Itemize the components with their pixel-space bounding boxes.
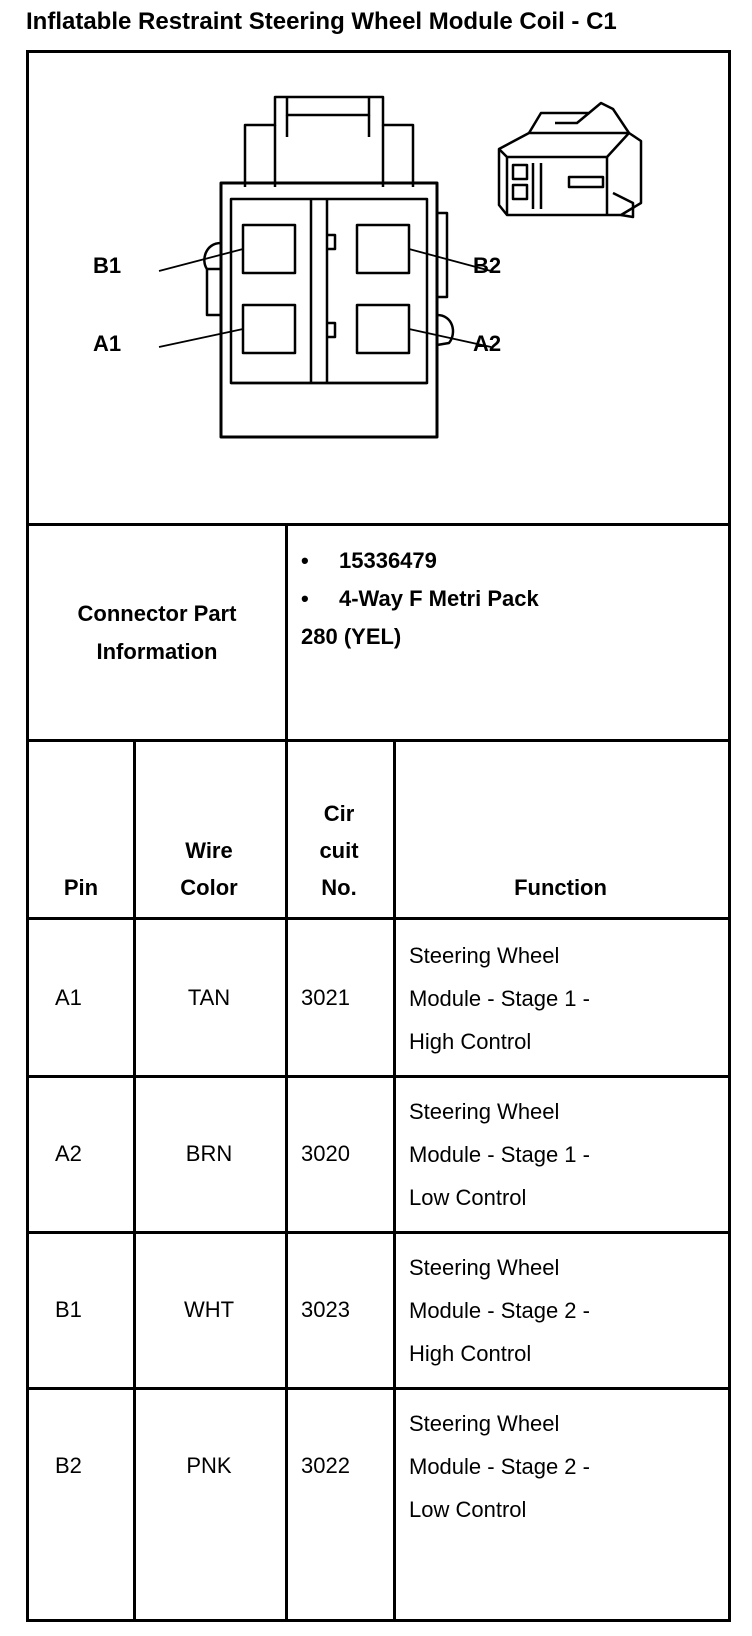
function-line: Module - Stage 2 -: [409, 1298, 590, 1323]
wire-color-cell: TAN: [187, 985, 231, 1010]
function-line: Steering Wheel: [409, 1255, 560, 1280]
header-function: Function: [514, 875, 607, 900]
function-line: High Control: [409, 1029, 532, 1054]
header-circuit-no: [285, 795, 393, 906]
wire-color-cell: PNK: [186, 1453, 232, 1478]
bullet: •: [301, 586, 309, 611]
part-info-label-line: Information: [96, 638, 218, 664]
connector-type: 4-Way F Metri Pack: [339, 586, 539, 611]
function-line: Low Control: [409, 1185, 527, 1210]
header-wire-color: [133, 832, 285, 906]
pin-label-a1: A1: [93, 331, 122, 356]
function-line: Steering Wheel: [409, 1411, 560, 1436]
wire-color-cell: WHT: [183, 1297, 235, 1322]
header-line: Cir: [323, 801, 355, 826]
connector-face-drawing: [29, 53, 728, 531]
function-line: Steering Wheel: [409, 1099, 560, 1124]
pin-cell: B1: [55, 1297, 82, 1322]
function-cell: [409, 1402, 709, 1531]
wire-color-cell: BRN: [185, 1141, 233, 1166]
header-line: Color: [180, 875, 238, 900]
pin-label-b2: B2: [473, 253, 502, 278]
circuit-cell: 3022: [301, 1453, 350, 1478]
connector-table: [26, 50, 731, 1622]
part-info-label-line: Connector Part: [77, 600, 237, 626]
function-line: Module - Stage 1 -: [409, 1142, 590, 1167]
circuit-cell: 3020: [301, 1141, 350, 1166]
function-cell: [409, 934, 709, 1063]
connector-type-cont: 280 (YEL): [301, 624, 402, 649]
function-cell: [409, 1246, 709, 1375]
pin-cell: A2: [55, 1141, 82, 1166]
header-line: cuit: [319, 838, 359, 863]
pin-label-b1: B1: [93, 253, 122, 278]
pin-cell: B2: [55, 1453, 82, 1478]
page-title: Inflatable Restraint Steering Wheel Module Coil - C1: [26, 8, 617, 35]
function-line: Low Control: [409, 1497, 527, 1522]
circuit-cell: 3023: [301, 1297, 350, 1322]
part-info-values: [301, 542, 539, 656]
function-line: Module - Stage 2 -: [409, 1454, 590, 1479]
part-number: 15336479: [339, 548, 437, 573]
header-pin: Pin: [63, 875, 99, 900]
divider: [285, 523, 288, 1619]
circuit-cell: 3021: [301, 985, 350, 1010]
part-info-label: [29, 526, 285, 739]
function-line: High Control: [409, 1341, 532, 1366]
pin-label-a2: A2: [473, 331, 502, 356]
header-line: No.: [321, 875, 357, 900]
part-number-row: [301, 542, 539, 580]
function-line: Module - Stage 1 -: [409, 986, 590, 1011]
function-line: Steering Wheel: [409, 943, 560, 968]
bullet: •: [301, 548, 309, 573]
connector-diagram: [29, 53, 728, 531]
pin-cell: A1: [55, 985, 82, 1010]
header-line: Wire: [185, 838, 233, 863]
connector-type-row: [301, 580, 539, 618]
function-cell: [409, 1090, 709, 1219]
